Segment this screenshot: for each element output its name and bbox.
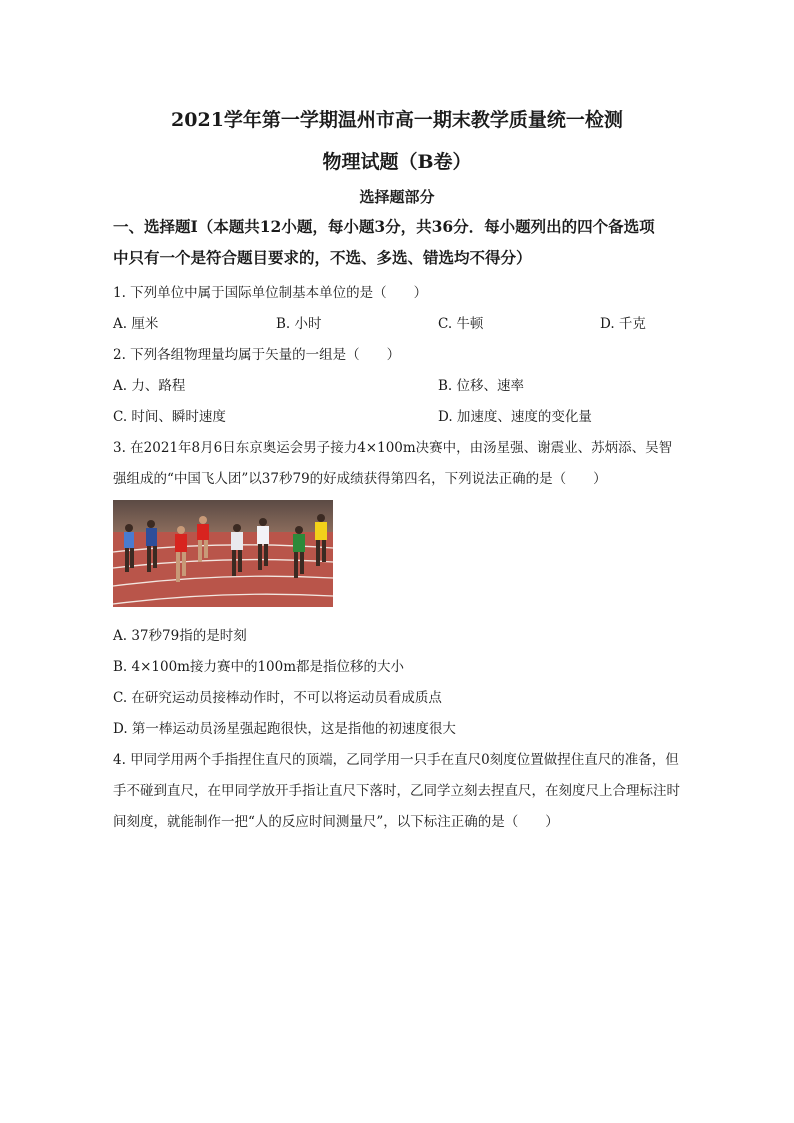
- question-1-option-d[interactable]: D. 千克: [600, 316, 646, 332]
- question-3-option-d[interactable]: D. 第一棒运动员汤星强起跑很快，这是指他的初速度很大: [113, 721, 456, 737]
- question-2-option-c[interactable]: C. 时间、瞬时速度: [113, 409, 226, 425]
- relay-race-photo: [113, 500, 333, 607]
- section-heading: 选择题部分: [359, 188, 435, 206]
- paper-subtitle: 物理试题（B卷）: [322, 151, 472, 173]
- question-3-option-c[interactable]: C. 在研究运动员接棒动作时，不可以将运动员看成质点: [113, 690, 442, 706]
- question-3-stem-line-2: 强组成的“中国飞人团”以37秒79的好成绩获得第四名，下列说法正确的是（ ）: [113, 471, 607, 487]
- question-4-stem-line-1: 4. 甲同学用两个手指捏住直尺的顶端，乙同学用一只手在直尺0刻度位置做捏住直尺的准备，但: [113, 752, 679, 768]
- group-instructions-line-1: 一、选择题Ⅰ（本题共12小题，每小题3分，共36分．每小题列出的四个备选项: [113, 217, 655, 236]
- question-3-option-b[interactable]: B. 4×100m接力赛中的100m都是指位移的大小: [113, 659, 405, 675]
- group-instructions-line-2: 中只有一个是符合题目要求的，不选、多选、错选均不得分）: [113, 248, 532, 267]
- exam-title: 2021学年第一学期温州市高一期末教学质量统一检测: [171, 109, 623, 131]
- question-1-option-b[interactable]: B. 小时: [276, 316, 322, 332]
- question-2-stem: 2. 下列各组物理量均属于矢量的一组是（ ）: [113, 347, 401, 363]
- question-2-option-b[interactable]: B. 位移、速率: [438, 378, 525, 394]
- question-4-stem-line-3: 间刻度，就能制作一把“人的反应时间测量尺”，以下标注正确的是（ ）: [113, 814, 559, 830]
- question-1-option-c[interactable]: C. 牛顿: [438, 316, 484, 332]
- question-2-option-a[interactable]: A. 力、路程: [113, 378, 186, 394]
- question-1-option-a[interactable]: A. 厘米: [113, 316, 159, 332]
- question-4-stem-line-2: 手不碰到直尺，在甲同学放开手指让直尺下落时，乙同学立刻去捏直尺，在刻度尺上合理标注时: [113, 783, 680, 799]
- question-1-stem: 1. 下列单位中属于国际单位制基本单位的是（ ）: [113, 285, 428, 301]
- question-2-option-d[interactable]: D. 加速度、速度的变化量: [438, 409, 592, 425]
- question-3-stem-line-1: 3. 在2021年8月6日东京奥运会男子接力4×100m决赛中，由汤星强、谢震业、苏炳添、吴智: [113, 440, 673, 456]
- question-3-option-a[interactable]: A. 37秒79指的是时刻: [113, 628, 247, 644]
